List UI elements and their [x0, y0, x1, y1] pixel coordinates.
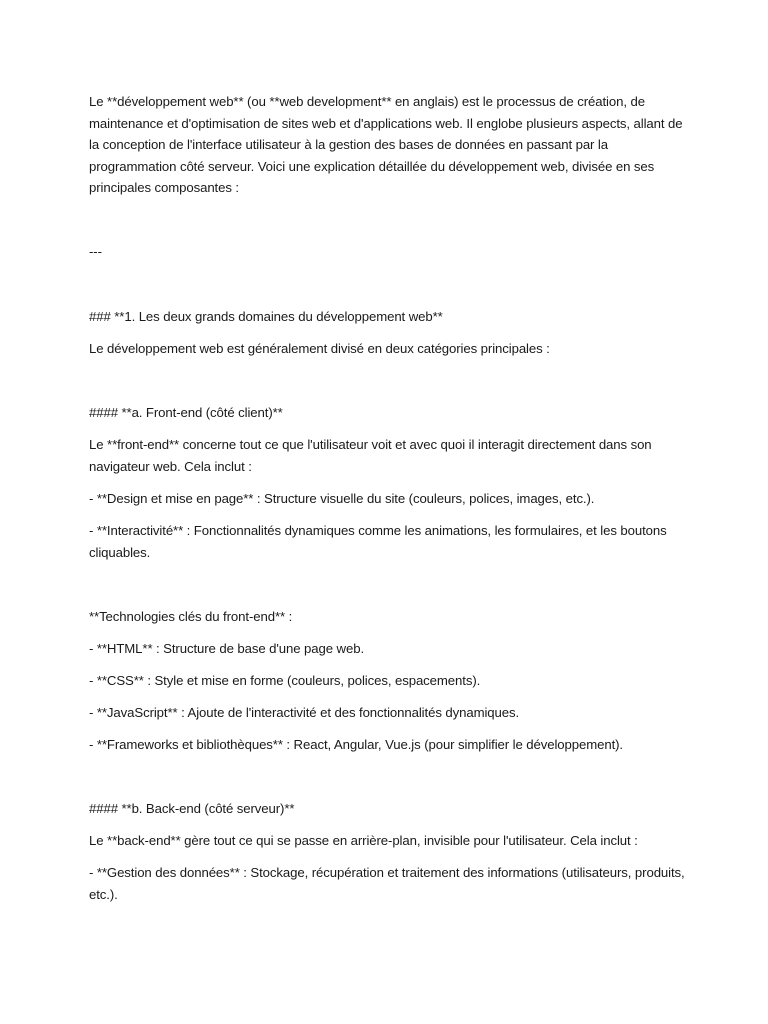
frontend-tech-item-html: - **HTML** : Structure de base d'une page web.	[89, 641, 365, 656]
frontend-heading: #### **a. Front-end (côté client)**	[89, 405, 283, 420]
intro-paragraph: Le **développement web** (ou **web development** en anglais) est le processus de création, de maintenance et d'optimisation de sites web et d'applications web. Il englobe plusieurs aspects, allant de la conception de l'interface utilisateur à la gestion des bases de données en passant par la programmation côté serveur. Voici une explication détaillée du développement web, divisée en ses principales composantes :	[89, 94, 683, 195]
section1-heading: ### **1. Les deux grands domaines du développement web**	[89, 309, 443, 324]
frontend-tech-heading: **Technologies clés du front-end** :	[89, 609, 293, 624]
frontend-intro: Le **front-end** concerne tout ce que l'utilisateur voit et avec quoi il interagit directement dans son navigateur web. Cela inclut :	[89, 437, 652, 474]
frontend-item-design: - **Design et mise en page** : Structure visuelle du site (couleurs, polices, images, etc.).	[89, 491, 595, 506]
frontend-item-interactivite: - **Interactivité** : Fonctionnalités dynamiques comme les animations, les formulaires, et les boutons cliquables.	[89, 523, 667, 560]
frontend-tech-item-css: - **CSS** : Style et mise en forme (couleurs, polices, espacements).	[89, 673, 481, 688]
backend-intro: Le **back-end** gère tout ce qui se passe en arrière-plan, invisible pour l'utilisateur. Cela inclut :	[89, 833, 638, 848]
frontend-tech-item-frameworks: - **Frameworks et bibliothèques** : React, Angular, Vue.js (pour simplifier le développement).	[89, 737, 623, 752]
backend-heading: #### **b. Back-end (côté serveur)**	[89, 801, 295, 816]
separator: ---	[89, 244, 102, 259]
backend-item-donnees: - **Gestion des données** : Stockage, récupération et traitement des informations (utilisateurs, produits, etc.).	[89, 865, 685, 902]
section1-intro: Le développement web est généralement divisé en deux catégories principales :	[89, 341, 550, 356]
frontend-tech-item-javascript: - **JavaScript** : Ajoute de l'interactivité et des fonctionnalités dynamiques.	[89, 705, 520, 720]
